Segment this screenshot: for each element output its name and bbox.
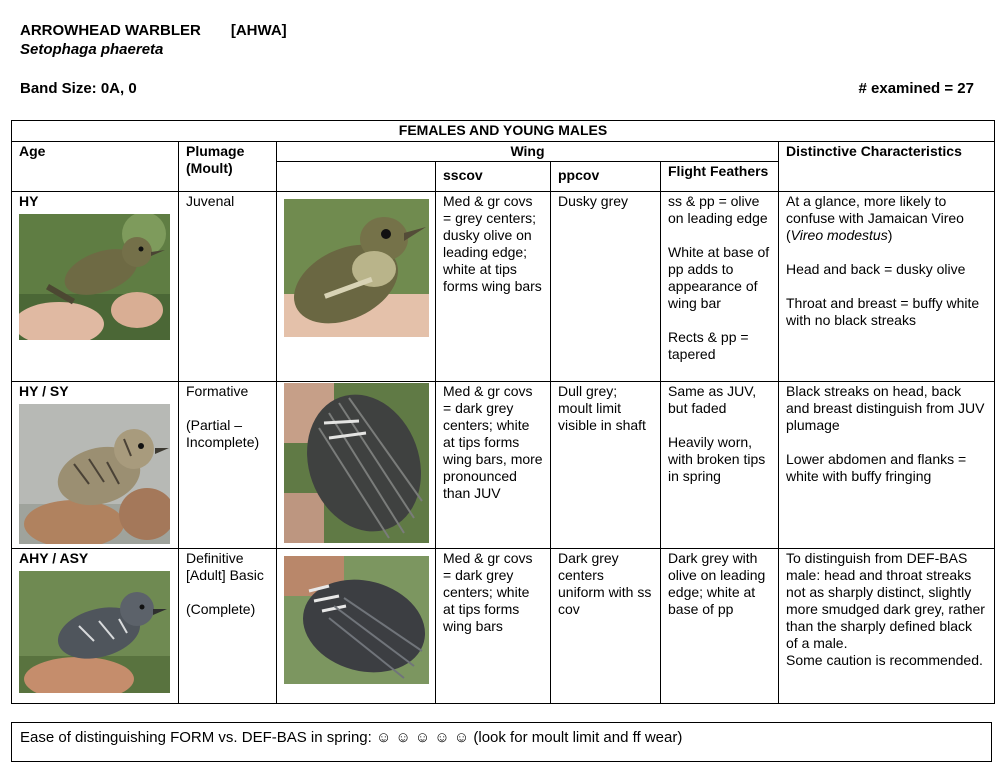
bird-photo <box>284 383 429 543</box>
flight-note: Same as JUV, but faded <box>668 383 757 416</box>
table-caption: FEMALES AND YOUNG MALES <box>12 121 995 142</box>
distinctive-note: To distinguish from DEF-BAS male: head and throat streaks not as sharply distinct, slightly more smudged dark grey, rather than the sharply defined black of a male. <box>786 550 985 651</box>
distinctive-note: Black streaks on head, back and breast distinguish from JUV plumage <box>786 383 985 433</box>
col-photo-blank <box>277 162 436 192</box>
ppcov-cell: Dull grey; moult limit visible in shaft <box>551 382 661 549</box>
age-cell <box>12 549 179 704</box>
col-plumage-sub: (Moult) <box>186 160 233 176</box>
col-distinctive: Distinctive Characteristics <box>779 142 995 192</box>
age-label: HY <box>19 193 39 209</box>
plumage-text: Juvenal <box>186 193 235 209</box>
plumage-cell <box>179 192 277 382</box>
species-code: [AHWA] <box>230 22 287 39</box>
ppcov-cell: Dark grey centers uniform with ss cov <box>551 549 661 704</box>
species-name: ARROWHEAD WARBLER <box>20 22 201 39</box>
flight-note: Heavily worn, with broken tips in spring <box>668 434 766 484</box>
plumage-text: (Partial – Incomplete) <box>186 417 260 450</box>
col-age: Age <box>12 142 179 192</box>
col-wing: Wing <box>277 142 779 162</box>
distinctive-text: At a glance, more likely to confuse with Jamaican Vireo ( <box>786 193 964 243</box>
table-row <box>12 549 995 704</box>
flight-note: Rects & pp = tapered <box>668 329 749 362</box>
bird-photo <box>284 199 429 337</box>
plumage-table <box>11 120 995 704</box>
age-label: AHY / ASY <box>19 550 89 566</box>
species-title <box>20 22 287 39</box>
age-label: HY / SY <box>19 383 69 399</box>
bird-photo <box>284 556 429 684</box>
plumage-text: Definitive [Adult] Basic <box>186 550 264 583</box>
col-plumage-label: Plumage <box>186 143 245 159</box>
wing-photo-cell <box>277 192 436 382</box>
bird-photo <box>19 571 170 693</box>
age-cell <box>12 192 179 382</box>
flight-note: White at base of pp adds to appearance of wing bar <box>668 244 770 311</box>
flight-cell <box>661 192 779 382</box>
examined-count: # examined = 27 <box>858 80 974 97</box>
plumage-cell <box>179 549 277 704</box>
ppcov-cell: Dusky grey <box>551 192 661 382</box>
footer-note: Ease of distinguishing FORM vs. DEF-BAS in spring: ☺ ☺ ☺ ☺ ☺ (look for moult limit and ff wear) <box>11 722 992 762</box>
sscov-cell: Med & gr covs = dark grey centers; white at tips forms wing bars, more pronounced than JUV <box>436 382 551 549</box>
wing-photo-cell <box>277 382 436 549</box>
flight-note: ss & pp = olive on leading edge <box>668 193 768 226</box>
plumage-text: (Complete) <box>186 601 256 617</box>
bird-photo <box>19 404 170 544</box>
distinctive-note: Some caution is recommended. <box>786 652 983 668</box>
distinctive-cell <box>779 549 995 704</box>
distinctive-note: Throat and breast = buffy white with no black streaks <box>786 295 980 328</box>
distinctive-cell <box>779 382 995 549</box>
col-ppcov: ppcov <box>551 162 661 192</box>
col-plumage <box>179 142 277 192</box>
flight-cell <box>661 382 779 549</box>
distinctive-note <box>786 193 987 244</box>
table-row <box>12 382 995 549</box>
wing-photo-cell <box>277 549 436 704</box>
sscov-cell: Med & gr covs = grey centers; dusky olive on leading edge; white at tips forms wing bars <box>436 192 551 382</box>
distinctive-note: Head and back = dusky olive <box>786 261 966 277</box>
bird-photo <box>19 214 170 340</box>
flight-cell <box>661 549 779 704</box>
age-cell <box>12 382 179 549</box>
col-flight: Flight Feathers <box>661 162 779 192</box>
sscov-cell: Med & gr covs = dark grey centers; white at tips forms wing bars <box>436 549 551 704</box>
plumage-cell <box>179 382 277 549</box>
distinctive-cell <box>779 192 995 382</box>
flight-note: Dark grey with olive on leading edge; white at base of pp <box>668 550 766 617</box>
col-sscov: sscov <box>436 162 551 192</box>
plumage-text: Formative <box>186 383 249 399</box>
distinctive-italic: Vireo modestus <box>790 227 888 243</box>
distinctive-text: ) <box>887 227 893 243</box>
distinctive-note: Lower abdomen and flanks = white with buffy fringing <box>786 451 967 484</box>
band-size: Band Size: 0A, 0 <box>20 80 137 97</box>
scientific-name: Setophaga phaereta <box>20 41 164 58</box>
table-row <box>12 192 995 382</box>
